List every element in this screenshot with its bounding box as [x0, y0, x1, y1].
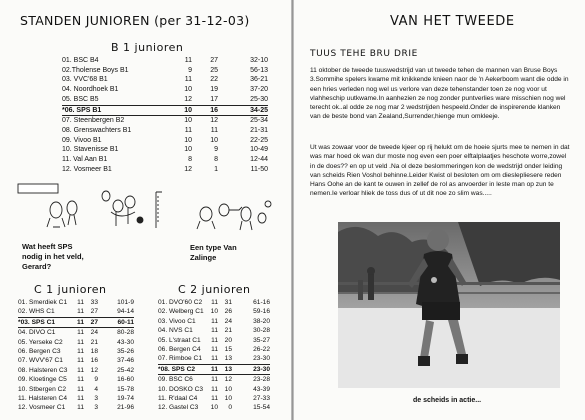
- b1-row: [62, 116, 268, 126]
- c2-row: [158, 354, 270, 364]
- standings-title: STANDEN JUNIOREN (per 31-12-03): [20, 13, 250, 28]
- b1-cell-g: 12: [184, 165, 192, 173]
- c2-row: [158, 326, 270, 335]
- article-paragraph-1: 11 oktober de tweede tuuswedstrijd van ut tweede tehen de mannen van Bruse Boys 3.Sommihe spelers kwame mit knikkende knieen naor de 'n Aekerboom want die odde in een hries verleden nog wel us verlore van deze tehenstander toen ze nog voor ut vlahheschip uutkwame.In aanhezien ze nog zonder puntverlies ware misschien nog wel terecht ok..al odde ze nog mar 2 wedstrijden hespeeld.Onder de inspirerende klanken van de beste bond van Zealand,Surrender,hienge mun omkleeje.: [310, 67, 569, 121]
- c2-cell-g: 10: [210, 308, 218, 316]
- b1-cell-s: 32-10: [250, 57, 268, 64]
- c2-cell-g: 11: [211, 327, 218, 335]
- c1-cell-s: 43-30: [117, 338, 134, 346]
- c1-row: [18, 385, 134, 394]
- c1-row: [18, 307, 134, 317]
- c1-cell-p: 3: [94, 404, 98, 412]
- referee-photo: [338, 222, 560, 388]
- b1-row: [62, 126, 268, 136]
- b1-cell-s: 25-34: [250, 117, 268, 125]
- b1-cell-g: 9: [188, 66, 192, 74]
- c2-cell-s: 27-33: [253, 395, 270, 403]
- c1-cell-g: 11: [77, 338, 84, 346]
- c1-cell-team: 11. Halsteren C4: [18, 395, 67, 403]
- c1-cell-team: 12. Vosmeer C1: [18, 404, 66, 412]
- c2-cell-g: 11: [211, 385, 218, 393]
- c1-cell-p: 9: [94, 376, 98, 384]
- c2-cell-p: 21: [224, 327, 232, 335]
- c2-row: [158, 298, 270, 307]
- c2-heading: C 2 junioren: [178, 283, 251, 296]
- c2-cell-team: 12. Gastel C3: [158, 404, 199, 412]
- c2-row: [158, 403, 270, 412]
- c1-cell-g: 11: [77, 366, 84, 374]
- c1-row: [18, 394, 134, 403]
- b1-cell-s: 10-49: [250, 146, 268, 154]
- b1-cell-team: 12. Vosmeer B1: [62, 165, 112, 173]
- c1-cell-s: 35-26: [117, 348, 134, 356]
- c2-cell-p: 20: [224, 336, 232, 344]
- cartoon-caption-left: Wat heeft SPS nodig in het veld, Gerard?: [22, 242, 84, 271]
- c2-cell-s: 30-28: [253, 327, 270, 335]
- b1-cell-g: 10: [170, 105, 192, 116]
- b1-cell-g: 10: [184, 86, 192, 94]
- b1-cell-p: 12: [210, 117, 218, 125]
- b1-cell-s: 11-50: [250, 165, 268, 173]
- c1-cell-p: 4: [94, 385, 98, 393]
- c1-cell-team: 10. Stbergen C2: [18, 385, 67, 393]
- b1-cell-team: *06. SPS B1: [62, 105, 170, 116]
- c2-cell-g: 11: [211, 299, 218, 306]
- b1-cell-s: 56-13: [250, 66, 268, 74]
- c1-row: [18, 403, 134, 412]
- c2-row: [158, 317, 270, 326]
- b1-row: [62, 66, 268, 76]
- b1-cell-g: 12: [184, 95, 192, 103]
- c1-cell-s: 101-9: [117, 299, 134, 306]
- b1-row: [62, 105, 268, 116]
- c2-cell-s: 35-27: [253, 336, 270, 344]
- c2-cell-g: 11: [211, 395, 218, 403]
- b1-row: [62, 95, 268, 105]
- b1-row: [62, 136, 268, 146]
- b1-cell-p: 16: [192, 105, 218, 116]
- b1-row: [62, 75, 268, 85]
- b1-cell-team: 07. Steenbergen B2: [62, 117, 125, 125]
- b1-heading: B 1 junioren: [111, 41, 184, 54]
- c1-row: [18, 356, 134, 365]
- c2-standings-table: [158, 298, 270, 413]
- c2-cell-team: 06. Bergen C4: [158, 346, 201, 354]
- b1-cell-g: 8: [188, 156, 192, 164]
- c2-cell-s: 59-16: [253, 308, 270, 316]
- c2-cell-g: 11: [208, 364, 218, 374]
- b1-cell-p: 9: [214, 146, 218, 154]
- c1-cell-team: 06. Bergen C3: [18, 348, 61, 356]
- c2-row: [158, 345, 270, 354]
- c2-cell-s: 23-28: [253, 376, 270, 384]
- c2-cell-team: 04. NVS C1: [158, 327, 193, 335]
- article-paragraph-2: Ut was zowaar voor de tweede kjeer op rij helukt om de hoeie sjurts mee te nemen in dat was mar hoed ok wan dur moste nog even een poer elftalplaatjes heschote worre,zowel in de does?? en op ut veld .Na ol deze beslommeringen kon de wedstrijd onder leiding van scheids Rien Voshol behinne.Leider Kwist ol besloten om om dieslepliesere reden Hans Oohe an de kant te ouwen in zellef de rol as anvoerder in leste man op zun te nemen.Ie verloar hliek de toss dus of ut dit noe zo slim was.....: [310, 144, 570, 198]
- c1-cell-s: 16-60: [117, 376, 134, 384]
- b1-cell-s: 34-25: [218, 105, 268, 116]
- b1-cell-team: 05. BSC B5: [62, 95, 99, 103]
- c2-cell-p: 31: [224, 299, 232, 306]
- b1-cell-p: 27: [210, 57, 218, 64]
- c1-cell-p: 3: [94, 395, 98, 403]
- cartoon-caption-right: Een type Van Zalinge: [190, 243, 237, 262]
- b1-cell-team: 02.Tholense Boys B1: [62, 66, 129, 74]
- c1-cell-g: 11: [77, 299, 84, 306]
- b1-cell-g: 10: [184, 136, 192, 144]
- c2-cell-team: 01. DVO'60 C2: [158, 299, 203, 306]
- c2-cell-s: 23-30: [232, 364, 270, 374]
- c1-cell-team: 02. WHS C1: [18, 308, 55, 316]
- c1-row: [18, 328, 134, 338]
- c2-cell-team: *08. SPS C2: [158, 364, 208, 374]
- c1-cell-s: 37-46: [117, 357, 134, 365]
- c2-cell-p: 10: [224, 395, 232, 403]
- c1-row: [18, 298, 134, 307]
- c1-cell-g: 11: [77, 308, 84, 316]
- b1-cell-g: 11: [184, 76, 192, 84]
- c2-cell-p: 12: [224, 376, 232, 384]
- b1-cell-team: 11. Val Aan B1: [62, 156, 108, 164]
- b1-cell-g: 10: [184, 146, 192, 154]
- b1-cell-p: 22: [210, 76, 218, 84]
- b1-cell-team: 03. VVC'68 B1: [62, 76, 108, 84]
- c1-cell-team: 05. Yerseke C2: [18, 338, 63, 346]
- b1-cell-p: 10: [210, 136, 218, 144]
- c1-heading: C 1 junioren: [34, 283, 107, 296]
- b1-row: [62, 85, 268, 95]
- b1-cell-team: 04. Noordhoek B1: [62, 86, 119, 94]
- b1-cell-s: 25-30: [250, 95, 268, 103]
- c1-cell-p: 21: [90, 338, 98, 346]
- c2-cell-team: 03. Vivoo C1: [158, 317, 196, 325]
- c2-cell-p: 24: [224, 317, 232, 325]
- c1-cell-g: 11: [74, 317, 84, 327]
- cartoon-strip: [16, 180, 274, 238]
- c1-cell-g: 11: [77, 329, 84, 337]
- c1-cell-s: 19-74: [117, 395, 134, 403]
- b1-standings-table: [62, 56, 268, 174]
- c2-row: [158, 385, 270, 394]
- c1-cell-g: 11: [77, 348, 84, 356]
- c1-row: [18, 317, 134, 327]
- c2-cell-team: 05. L'straat C1: [158, 336, 201, 344]
- c1-cell-p: 16: [90, 357, 98, 365]
- c1-cell-s: 94-14: [117, 308, 134, 316]
- c2-cell-team: 09. BSC C6: [158, 376, 193, 384]
- c2-cell-team: 10. DOSKO C3: [158, 385, 204, 393]
- b1-row: [62, 155, 268, 165]
- c1-cell-g: 11: [77, 385, 84, 393]
- c2-cell-team: 07. Rimboe C1: [158, 355, 202, 363]
- c1-cell-p: 12: [90, 366, 98, 374]
- c2-cell-g: 11: [211, 346, 218, 354]
- b1-cell-team: 01. BSC B4: [62, 57, 99, 64]
- c2-cell-s: 38-20: [253, 317, 270, 325]
- c1-cell-team: 01. Smerdiek C1: [18, 299, 68, 306]
- c2-row: [158, 394, 270, 403]
- b1-cell-team: 09. Vivoo B1: [62, 136, 102, 144]
- c1-standings-table: [18, 298, 134, 413]
- book-spine: [291, 0, 294, 420]
- b1-cell-g: 10: [184, 117, 192, 125]
- c2-cell-g: 11: [211, 376, 218, 384]
- c1-cell-team: 04. DIVO C1: [18, 329, 56, 337]
- c2-cell-s: 15-54: [253, 404, 270, 412]
- b1-cell-g: 11: [184, 126, 192, 134]
- b1-cell-s: 36-21: [250, 76, 268, 84]
- b1-row: [62, 56, 268, 66]
- b1-cell-s: 12-44: [250, 156, 268, 164]
- c1-cell-g: 11: [77, 395, 84, 403]
- c1-cell-g: 11: [77, 357, 84, 365]
- b1-row: [62, 145, 268, 155]
- article-subtitle: TUUS TEHE BRU DRIE: [310, 49, 418, 59]
- c2-row: [158, 307, 270, 316]
- article-title: VAN HET TWEEDE: [390, 14, 515, 29]
- c1-cell-g: 11: [77, 376, 84, 384]
- c1-row: [18, 366, 134, 375]
- c1-cell-team: 09. Kloetinge C5: [18, 376, 67, 384]
- c1-row: [18, 347, 134, 356]
- c1-cell-p: 27: [84, 317, 98, 327]
- b1-cell-p: 8: [214, 156, 218, 164]
- c2-cell-p: 10: [224, 385, 232, 393]
- c2-cell-g: 11: [211, 317, 218, 325]
- c2-cell-s: 43-39: [253, 385, 270, 393]
- b1-cell-s: 22-25: [250, 136, 268, 144]
- b1-row: [62, 165, 268, 175]
- c2-cell-p: 26: [224, 308, 232, 316]
- b1-cell-p: 11: [210, 126, 218, 134]
- b1-cell-g: 11: [184, 57, 192, 64]
- photo-caption: de scheids in actie...: [413, 397, 482, 404]
- b1-cell-p: 25: [210, 66, 218, 74]
- b1-cell-s: 37-20: [250, 86, 268, 94]
- c2-cell-team: 11. R'daal C4: [158, 395, 198, 403]
- c2-cell-s: 23-30: [253, 355, 270, 363]
- c1-cell-p: 33: [90, 299, 98, 306]
- c1-cell-s: 25-42: [117, 366, 134, 374]
- c1-cell-g: 11: [77, 404, 84, 412]
- c2-row: [158, 375, 270, 385]
- c1-row: [18, 375, 134, 384]
- c2-row: [158, 364, 270, 374]
- c1-cell-p: 27: [90, 308, 98, 316]
- b1-cell-p: 19: [210, 86, 218, 94]
- c1-cell-p: 24: [90, 329, 98, 337]
- c1-cell-team: 07. WVV'67 C1: [18, 357, 63, 365]
- c1-cell-s: 80-28: [117, 329, 134, 337]
- c2-cell-team: 02. Welberg C1: [158, 308, 204, 316]
- c2-cell-p: 13: [224, 355, 232, 363]
- c2-cell-g: 10: [210, 404, 218, 412]
- c1-cell-team: *03. SPS C1: [18, 317, 74, 327]
- c1-cell-s: 21-96: [117, 404, 134, 412]
- c2-cell-p: 15: [224, 346, 232, 354]
- c1-cell-s: 15-78: [117, 385, 134, 393]
- c2-cell-s: 26-22: [253, 346, 270, 354]
- b1-cell-p: 17: [210, 95, 218, 103]
- c2-cell-g: 11: [211, 336, 218, 344]
- c1-cell-p: 18: [90, 348, 98, 356]
- c2-row: [158, 336, 270, 345]
- c2-cell-p: 13: [218, 364, 232, 374]
- c2-cell-p: 0: [228, 404, 232, 412]
- c1-row: [18, 338, 134, 347]
- b1-cell-team: 10. Stavenisse B1: [62, 146, 119, 154]
- b1-cell-s: 21-31: [250, 126, 268, 134]
- c1-cell-team: 08. Halsteren C3: [18, 366, 68, 374]
- c1-cell-s: 60-11: [98, 317, 134, 327]
- c2-cell-s: 61-16: [253, 299, 270, 306]
- b1-cell-team: 08. Grenswachters B1: [62, 126, 132, 134]
- c2-cell-g: 11: [211, 355, 218, 363]
- b1-cell-p: 1: [214, 165, 218, 173]
